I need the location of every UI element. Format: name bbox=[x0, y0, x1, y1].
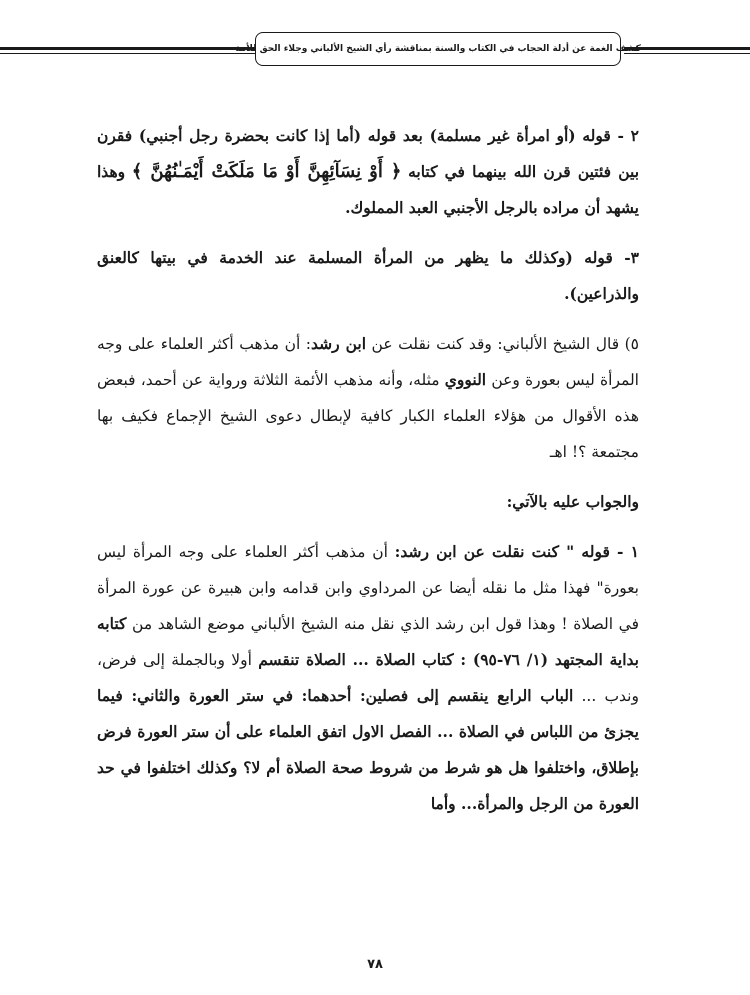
header-rule-left-thin bbox=[0, 53, 257, 54]
header-rule-left bbox=[0, 47, 257, 50]
running-header-title: كشف الغمة عن أدلة الحجاب في الكتاب والسنة بمناقشة رأي الشيخ الألباني وجلاء الحق للأمة bbox=[235, 44, 641, 54]
paragraph-2 bbox=[97, 118, 639, 226]
answer-heading-text: والجواب عليه بالآتي: bbox=[506, 492, 639, 511]
header-rule-right bbox=[624, 47, 750, 50]
answer-point-1-mid1: أن مذهب أكثر العلماء على وجه المرأة ليس بعورة" فهذا مثل ما نقله أيضا عن المرداوي وابن قدامه وابن هبيرة عن عورة المرأة في الصلاة ! وهذا قول ابن رشد الذي نقل منه الشيخ الألباني موضع الشاهد من bbox=[97, 543, 639, 633]
paragraph-5-mid: : أن مذهب أكثر العلماء على وجه المرأة ليس بعورة وعن bbox=[97, 335, 639, 389]
answer-point-1-bold1: كتابه بداية المجتهد (١/ ٧٦-٩٥) : كتاب الصلاة ... الصلاة تنقسم bbox=[97, 614, 639, 669]
answer-point-1 bbox=[97, 534, 639, 822]
answer-point-1-lead: ١ - قوله " كنت نقلت عن ابن رشد: bbox=[394, 542, 639, 561]
quran-verse: ﴿ أَوْ نِسَآئِهِنَّ أَوْ مَا مَلَكَتْ أَيْمَـٰنُهُنَّ ﴾ bbox=[131, 161, 402, 182]
paragraph-3-text: ٣- قوله (وكذلك ما يظهر من المرأة المسلمة عند الخدمة في بيتها كالعنق والذراعين). bbox=[97, 248, 639, 303]
page-body bbox=[97, 118, 639, 822]
answer-heading bbox=[97, 484, 639, 520]
paragraph-5-lead: ٥) قال الشيخ الألباني: وقد كنت نقلت عن bbox=[371, 335, 639, 353]
header-rule-right-thin bbox=[624, 53, 750, 54]
paragraph-3 bbox=[97, 240, 639, 312]
name-nawawi: النووي bbox=[444, 370, 487, 389]
name-ibn-rushd: ابن رشد bbox=[311, 334, 367, 353]
paragraph-5 bbox=[97, 326, 639, 470]
running-header bbox=[235, 32, 641, 66]
answer-point-1-bold2: الباب الرابع ينقسم إلى فصلين: أحدهما: في ستر العورة والثاني: فيما يجزئ من اللباس في الصلاة ... الفصل الاول اتفق العلماء على أن ستر العورة فرض بإطلاق، واختلفوا هل هو شرط من شروط صحة الصلاة أم لا؟ وكذلك اختلفوا في حد العورة من الرجل والمرأة... وأما bbox=[97, 686, 639, 813]
page-number: ٧٨ bbox=[367, 957, 383, 972]
paragraph-2-tail: وهذا يشهد أن مراده بالرجل الأجنبي العبد المملوك. bbox=[97, 162, 639, 217]
answer-point-1-mid2: أولا وبالجملة إلى فرض، وندب ... bbox=[97, 651, 639, 705]
paragraph-2-lead: ٢ - قوله (أو امرأة غير مسلمة) بعد قوله (أما إذا كانت بحضرة رجل أجنبي) فقرن بين فئتين قرن الله بينهما في كتابه bbox=[97, 126, 640, 181]
paragraph-5-tail: مثله، وأنه مذهب الأئمة الثلاثة ورواية عن أحمد، فبعض هذه الأقوال من هؤلاء العلماء الكبار كافية لإبطال دعوى الشيخ الإجماع فكيف بها مجتمعة ؟! اهـ bbox=[97, 371, 639, 461]
